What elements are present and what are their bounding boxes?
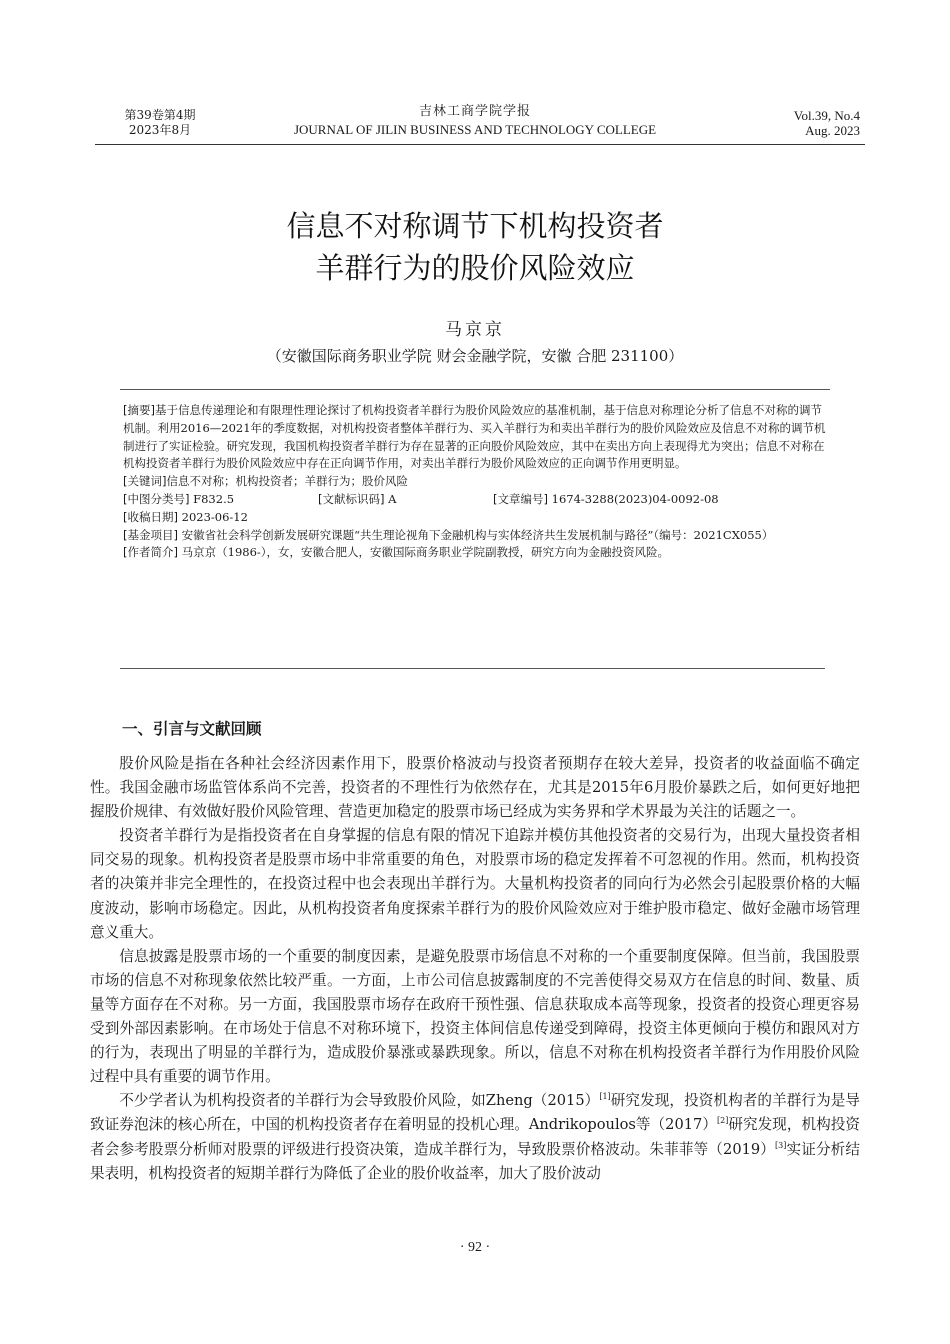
journal-name-cn: 吉林工商学院学报 [418, 104, 531, 119]
header-volume-cn [100, 108, 220, 138]
fund-label: [基金项目] [123, 527, 178, 542]
abstract-top-rule [120, 389, 830, 390]
received-line [123, 509, 833, 527]
fund-text: 安徽省社会科学创新发展研究课题“共生理论视角下金融机构与实体经济共生发展机制与路径”（编号：2021CX055） [181, 527, 774, 542]
article-no-value: 1674-3288(2023)04-0092-08 [551, 491, 719, 506]
volume-issue-en: Vol.39, No.4 [793, 108, 860, 123]
author-name: 马京京 [445, 320, 505, 340]
clc-label: [中图分类号] [123, 491, 190, 506]
header-journal [220, 103, 730, 139]
keywords-text: 信息不对称；机构投资者；羊群行为；股价风险 [166, 474, 408, 489]
header-volume-en [760, 108, 860, 138]
abstract-block [123, 402, 833, 562]
citation-ref-3[interactable]: [3] [775, 1140, 787, 1150]
fund-line [123, 527, 833, 545]
abstract-bottom-rule [120, 668, 825, 669]
section-heading: 一、引言与文献回顾 [122, 720, 262, 738]
abstract-label: [摘要] [123, 403, 155, 417]
p4-part-2: 研究发现，投资机构者的羊群行为是导致证券泡沫的核心所在，中国的机构投资者存在着明显的投机心理。Andrikopoulos等（2017） [90, 1092, 860, 1134]
received-date: 2023-06-12 [181, 509, 248, 524]
title-line-1: 信息不对称调节下机构投资者 [286, 209, 664, 243]
article-no-label: [文章编号] [493, 491, 548, 506]
body-paragraph-2: 投资者羊群行为是指投资者在自身掌握的信息有限的情况下追踪并模仿其他投资者的交易行为，出现大量投资者相同交易的现象。机构投资者是股票市场中非常重要的角色，对股票市场的稳定发挥着不可忽视的作用。然而，机构投资者的决策并非完全理性的，在投资过程中也会表现出羊群行为。大量机构投资者的同向行为必然会引起股票价格的大幅度波动，影响市场稳定。因此，从机构投资者角度探索羊群行为的股价风险效应对于维护股市稳定、做好金融市场管理意义重大。 [90, 827, 860, 941]
journal-name-en: JOURNAL OF JILIN BUSINESS AND TECHNOLOGY COLLEGE [293, 122, 657, 137]
body-text [90, 752, 860, 1186]
author-affiliation: （安徽国际商务职业学院 财会金融学院，安徽 合肥 231100） [266, 347, 684, 365]
p4-part-3: 研究发现，机构投资者会参考股票分析师对股票的评级进行投资决策，造成羊群行为，导致股票价格波动。朱菲菲等（2019） [90, 1116, 860, 1158]
header-divider [95, 144, 865, 145]
article-no-cell [493, 491, 719, 509]
p4-part-4: 实证分析结果表明，机构投资者的短期羊群行为降低了企业的股价收益率，加大了股价波动 [90, 1140, 860, 1182]
citation-ref-1[interactable]: [1] [599, 1092, 611, 1102]
doc-code-label: [文献标识码] [318, 491, 385, 506]
clc-cell [123, 491, 318, 509]
body-paragraph-3: 信息披露是股票市场的一个重要的制度因素，是避免股票市场信息不对称的一个重要制度保障。但当前，我国股票市场的信息不对称现象依然比较严重。一方面，上市公司信息披露制度的不完善使得交易双方在信息的时间、数量、质量等方面存在不对称。另一方面，我国股票市场存在政府干预性强、信息获取成本高等现象，投资者的投资心理更容易受到外部因素影响。在市场处于信息不对称环境下，投资主体间信息传递受到障碍，投资主体更倾向于模仿和跟风对方的行为，表现出了明显的羊群行为，造成股价暴涨或暴跌现象。所以，信息不对称在机构投资者羊群行为作用股价风险过程中具有重要的调节作用。 [90, 947, 860, 1086]
citation-ref-2[interactable]: [2] [716, 1116, 729, 1126]
classification-line [123, 491, 833, 509]
body-paragraph-1: 股价风险是指在各种社会经济因素作用下，股票价格波动与投资者预期存在较大差异，投资者的收益面临不确定性。我国金融市场监管体系尚不完善，投资者的不理性行为依然存在，尤其是2015年6月股价暴跌之后，如何更好地把握股价规律、有效做好股价风险管理、营造更加稳定的股票市场已经成为实务界和学术界最为关注的话题之一。 [90, 755, 860, 821]
received-label: [收稿日期] [123, 509, 178, 524]
volume-issue-cn: 第39卷第4期 [124, 108, 196, 122]
doc-code-cell [318, 491, 493, 509]
page-number: · 92 · [459, 1240, 491, 1255]
keywords-label: [关键词] [123, 474, 167, 489]
clc-value: F832.5 [193, 491, 235, 506]
date-en: Aug. 2023 [805, 123, 860, 138]
bio-label: [作者简介] [123, 545, 178, 560]
abstract-text: 基于信息传递理论和有限理性理论探讨了机构投资者羊群行为股价风险效应的基准机制，基于信息对称理论分析了信息不对称的调节机制。利用2016—2021年的季度数据，对机构投资者整体羊群行为、买入羊群行为和卖出羊群行为的股价风险效应及信息不对称的调节机制进行了实证检验。研究发现，我国机构投资者羊群行为存在显著的正向股价风险效应，其中在卖出方向上表现得尤为突出；信息不对称在机构投资者羊群行为股价风险效应中存在正向调节作用，对卖出羊群行为股价风险效应的正向调节作用更明显。 [123, 403, 826, 471]
p4-part-1: 不少学者认为机构投资者的羊群行为会导致股价风险，如Zheng（2015） [119, 1092, 600, 1110]
title-line-2: 羊群行为的股价风险效应 [315, 251, 635, 285]
abstract-paragraph [123, 402, 833, 473]
paper-title [100, 205, 850, 289]
body-paragraph-4 [90, 1089, 860, 1185]
keywords-line [123, 473, 833, 491]
bio-line [123, 544, 833, 562]
doc-code-value: A [388, 491, 397, 506]
bio-text: 马京京（1986-），女，安徽合肥人，安徽国际商务职业学院副教授，研究方向为金融投资风险。 [181, 545, 670, 560]
date-cn: 2023年8月 [128, 123, 192, 137]
